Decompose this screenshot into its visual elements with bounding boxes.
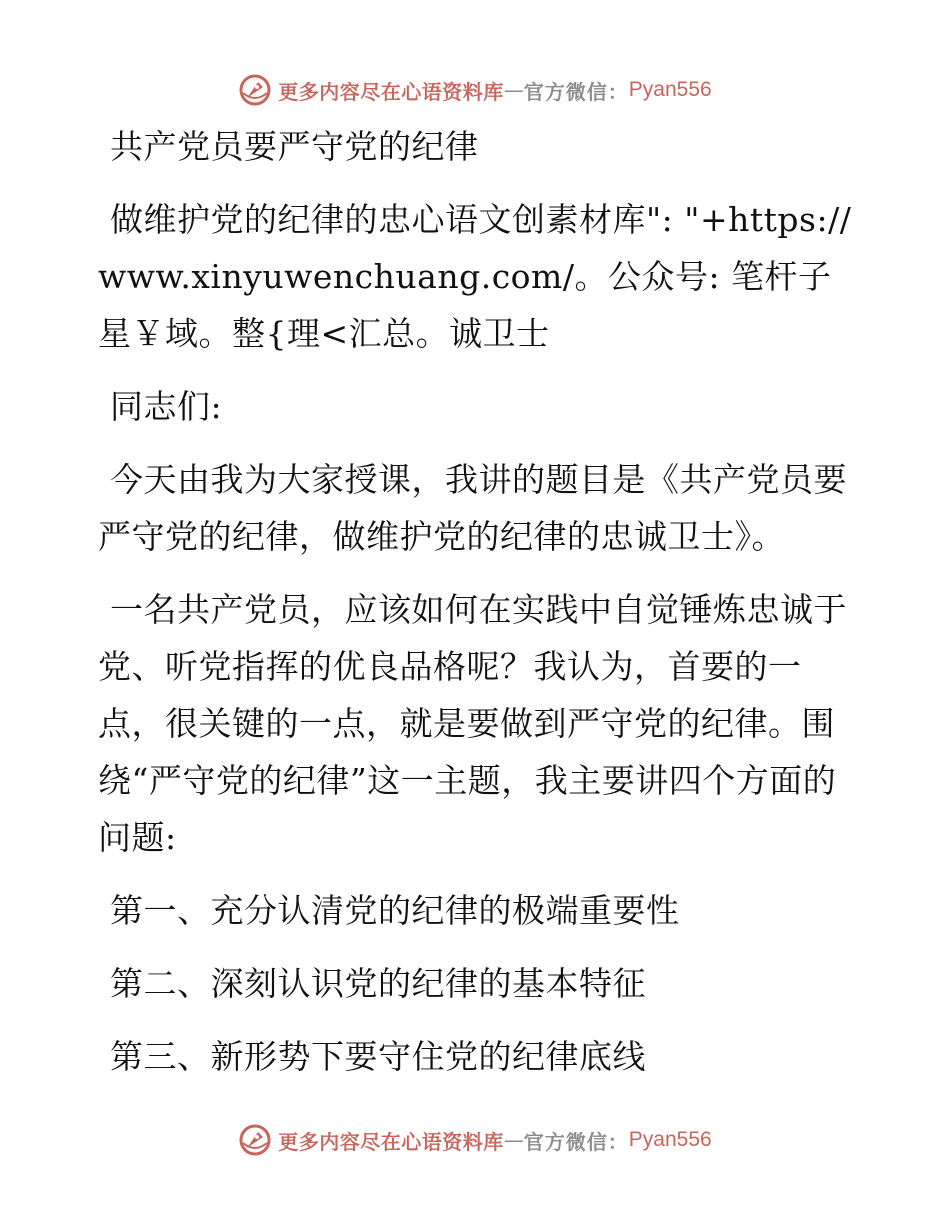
banner-wechat-label: 官方微信： [523,79,629,104]
greeting: 同志们: [110,387,223,426]
banner-text [278,76,711,105]
banner-main-text: 更多内容尽在心语资料库 [278,79,504,104]
banner-wechat-label: 官方微信： [523,1129,629,1154]
pen-nib-circle-icon [238,73,272,107]
banner-wechat-id: Pyan556 [628,78,712,101]
paragraph-intro: 今天由我为大家授课，我讲的题目是《共产党员要严守党的纪律，做维护党的纪律的忠诚卫士》。 [98,460,847,556]
banner-content-footer [238,1123,711,1157]
banner-text-footer [278,1126,711,1155]
banner-separator: — [503,1128,524,1152]
header-banner [0,70,950,110]
document-title: 共产党员要严守党的纪律 [110,127,479,166]
banner-content [238,73,711,107]
document-body [98,118,853,1101]
banner-wechat-id: Pyan556 [628,1128,712,1151]
pen-nib-circle-icon [238,1123,272,1157]
banner-separator: — [503,78,524,102]
paragraph-main: 一名共产党员，应该如何在实践中自觉锤炼忠诚于党、听党指挥的优良品格呢？我认为，首要的一点，很关键的一点，就是要做到严守党的纪律。围绕“严守党的纪律”这一主题，我主要讲四个方面的问题: [98,590,847,857]
paragraph-source: 做维护党的纪律的忠心语文创素材库": "+https://www.xinyuwenchuang.com/。公众号: 笔杆子星￥域。整{理<汇总。诚卫士 [98,200,852,353]
point-1: 第一、充分认清党的纪律的极端重要性 [110,891,680,930]
banner-main-text: 更多内容尽在心语资料库 [278,1129,504,1154]
point-2: 第二、深刻认识党的纪律的基本特征 [110,964,646,1003]
point-3: 第三、新形势下要守住党的纪律底线 [110,1037,646,1076]
footer-banner [0,1120,950,1160]
